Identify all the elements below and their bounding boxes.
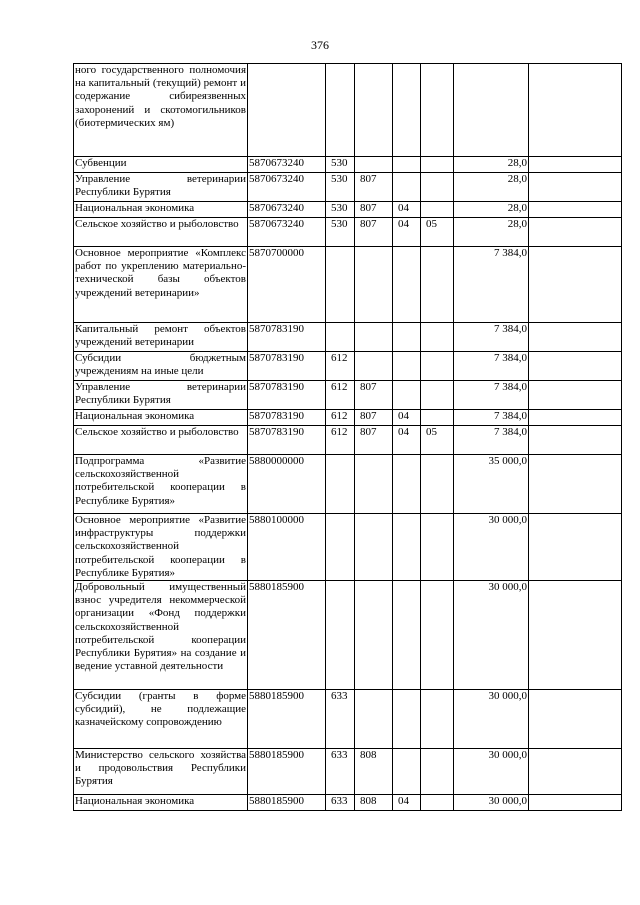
cell-subsection (421, 690, 454, 749)
cell-expense-type: 612 (326, 381, 355, 410)
table-row (74, 749, 622, 795)
cell-administrator (355, 690, 393, 749)
cell-administrator: 808 (355, 749, 393, 795)
cell-administrator (355, 514, 393, 581)
budget-table (73, 63, 622, 811)
cell-section (393, 323, 421, 352)
cell-extra (529, 352, 622, 381)
cell-administrator (355, 157, 393, 173)
table-row (74, 795, 622, 811)
table-row (74, 690, 622, 749)
cell-sum: 7 384,0 (454, 247, 529, 323)
table-row (74, 218, 622, 247)
cell-administrator (355, 455, 393, 514)
cell-target-article: 5880100000 (248, 514, 326, 581)
cell-sum: 30 000,0 (454, 581, 529, 690)
cell-section: 04 (393, 202, 421, 218)
table-row (74, 202, 622, 218)
table-body (74, 64, 622, 811)
cell-sum: 30 000,0 (454, 690, 529, 749)
cell-extra (529, 795, 622, 811)
cell-expense-type (326, 455, 355, 514)
cell-administrator (355, 247, 393, 323)
cell-name: Субсидии бюджетным учреждениям на иные цели (74, 352, 248, 381)
cell-name: Национальная экономика (74, 202, 248, 218)
cell-sum: 28,0 (454, 173, 529, 202)
cell-name: Управление ветеринарии Республики Бурятия (74, 173, 248, 202)
cell-target-article: 5870783190 (248, 381, 326, 410)
cell-section (393, 514, 421, 581)
cell-name: Капитальный ремонт объектов учреждений ветеринарии (74, 323, 248, 352)
cell-section: 04 (393, 426, 421, 455)
cell-sum: 7 384,0 (454, 323, 529, 352)
cell-expense-type: 612 (326, 410, 355, 426)
cell-extra (529, 157, 622, 173)
cell-extra (529, 690, 622, 749)
cell-sum: 28,0 (454, 157, 529, 173)
cell-sum: 7 384,0 (454, 352, 529, 381)
cell-subsection (421, 795, 454, 811)
cell-target-article: 5870673240 (248, 157, 326, 173)
cell-name: Основное мероприятие «Комплекс работ по укреплению материально-технической базы объектов учреждений ветеринарии» (74, 247, 248, 323)
cell-expense-type: 612 (326, 352, 355, 381)
cell-name: Субвенции (74, 157, 248, 173)
cell-expense-type: 612 (326, 426, 355, 455)
cell-section (393, 581, 421, 690)
cell-section (393, 455, 421, 514)
cell-section (393, 749, 421, 795)
cell-subsection (421, 173, 454, 202)
cell-sum: 30 000,0 (454, 795, 529, 811)
cell-extra (529, 202, 622, 218)
cell-administrator: 808 (355, 795, 393, 811)
table-row (74, 173, 622, 202)
cell-target-article: 5870673240 (248, 173, 326, 202)
cell-expense-type (326, 514, 355, 581)
cell-extra (529, 581, 622, 690)
cell-target-article: 5870673240 (248, 218, 326, 247)
cell-sum: 35 000,0 (454, 455, 529, 514)
cell-administrator: 807 (355, 218, 393, 247)
cell-section (393, 157, 421, 173)
cell-expense-type: 530 (326, 218, 355, 247)
cell-name: Национальная экономика (74, 795, 248, 811)
cell-administrator (355, 64, 393, 157)
cell-section: 04 (393, 795, 421, 811)
table-row (74, 455, 622, 514)
table-row (74, 352, 622, 381)
page-number: 376 (311, 38, 329, 52)
cell-sum: 7 384,0 (454, 426, 529, 455)
table-row (74, 381, 622, 410)
cell-section: 04 (393, 218, 421, 247)
cell-name: Сельское хозяйство и рыболовство (74, 218, 248, 247)
cell-sum: 28,0 (454, 202, 529, 218)
cell-extra (529, 410, 622, 426)
cell-administrator (355, 323, 393, 352)
cell-administrator (355, 581, 393, 690)
cell-target-article: 5870673240 (248, 202, 326, 218)
cell-extra (529, 426, 622, 455)
table-row (74, 581, 622, 690)
cell-sum: 7 384,0 (454, 410, 529, 426)
cell-sum: 7 384,0 (454, 381, 529, 410)
cell-extra (529, 218, 622, 247)
table-row (74, 514, 622, 581)
cell-target-article: 5880000000 (248, 455, 326, 514)
cell-section (393, 381, 421, 410)
cell-subsection (421, 202, 454, 218)
cell-administrator (355, 352, 393, 381)
cell-extra (529, 173, 622, 202)
cell-name: Подпрограмма «Развитие сельскохозяйственной потребительской кооперации в Республике Бурятия» (74, 455, 248, 514)
cell-expense-type: 530 (326, 173, 355, 202)
cell-subsection (421, 247, 454, 323)
cell-sum (454, 64, 529, 157)
cell-administrator: 807 (355, 202, 393, 218)
cell-target-article: 5880185900 (248, 690, 326, 749)
cell-extra (529, 323, 622, 352)
cell-target-article (248, 64, 326, 157)
cell-administrator: 807 (355, 426, 393, 455)
cell-sum: 28,0 (454, 218, 529, 247)
cell-target-article: 5870700000 (248, 247, 326, 323)
table-row (74, 157, 622, 173)
cell-extra (529, 247, 622, 323)
cell-subsection: 05 (421, 218, 454, 247)
cell-subsection: 05 (421, 426, 454, 455)
cell-expense-type (326, 323, 355, 352)
cell-section (393, 173, 421, 202)
table-row (74, 426, 622, 455)
cell-section (393, 64, 421, 157)
cell-target-article: 5870783190 (248, 426, 326, 455)
cell-expense-type (326, 64, 355, 157)
cell-name: ного государственного полномочия на капитальный (текущий) ремонт и содержание сибиреязвенных захоронений и скотомогильников (биотермических ям) (74, 64, 248, 157)
cell-subsection (421, 157, 454, 173)
cell-section: 04 (393, 410, 421, 426)
cell-name: Национальная экономика (74, 410, 248, 426)
cell-subsection (421, 581, 454, 690)
table-row (74, 323, 622, 352)
cell-subsection (421, 64, 454, 157)
cell-administrator: 807 (355, 173, 393, 202)
cell-expense-type: 530 (326, 202, 355, 218)
cell-target-article: 5880185900 (248, 581, 326, 690)
cell-expense-type: 633 (326, 690, 355, 749)
cell-section (393, 690, 421, 749)
cell-administrator: 807 (355, 410, 393, 426)
cell-expense-type: 633 (326, 749, 355, 795)
cell-expense-type: 633 (326, 795, 355, 811)
cell-administrator: 807 (355, 381, 393, 410)
cell-expense-type: 530 (326, 157, 355, 173)
cell-extra (529, 64, 622, 157)
cell-expense-type (326, 247, 355, 323)
cell-subsection (421, 410, 454, 426)
cell-name: Министерство сельского хозяйства и продовольствия Республики Бурятия (74, 749, 248, 795)
cell-subsection (421, 352, 454, 381)
cell-target-article: 5870783190 (248, 323, 326, 352)
cell-subsection (421, 323, 454, 352)
cell-subsection (421, 455, 454, 514)
table-row (74, 410, 622, 426)
cell-extra (529, 455, 622, 514)
cell-name: Основное мероприятие «Развитие инфраструктуры поддержки сельскохозяйственной потребительской кооперации в Республике Бурятия» (75, 514, 246, 579)
cell-extra (529, 514, 622, 581)
cell-target-article: 5870783190 (248, 352, 326, 381)
table-row (74, 64, 622, 157)
cell-subsection (421, 381, 454, 410)
cell-name: Сельское хозяйство и рыболовство (74, 426, 248, 455)
cell-name: Управление ветеринарии Республики Бурятия (74, 381, 248, 410)
cell-target-article: 5880185900 (248, 749, 326, 795)
cell-target-article: 5880185900 (248, 795, 326, 811)
cell-expense-type (326, 581, 355, 690)
cell-section (393, 247, 421, 323)
cell-name: Добровольный имущественный взнос учредителя некоммерческой организации «Фонд поддержки сельскохозяйственной потребительской кооперации Республики Бурятия» на создание и ведение уставной деятельности (74, 581, 248, 690)
cell-extra (529, 381, 622, 410)
cell-name: Субсидии (гранты в форме субсидий), не подлежащие казначейскому сопровождению (74, 690, 248, 749)
cell-target-article: 5870783190 (248, 410, 326, 426)
table-row (74, 247, 622, 323)
cell-sum: 30 000,0 (454, 514, 529, 581)
cell-extra (529, 749, 622, 795)
cell-subsection (421, 514, 454, 581)
cell-section (393, 352, 421, 381)
cell-sum: 30 000,0 (454, 749, 529, 795)
cell-subsection (421, 749, 454, 795)
